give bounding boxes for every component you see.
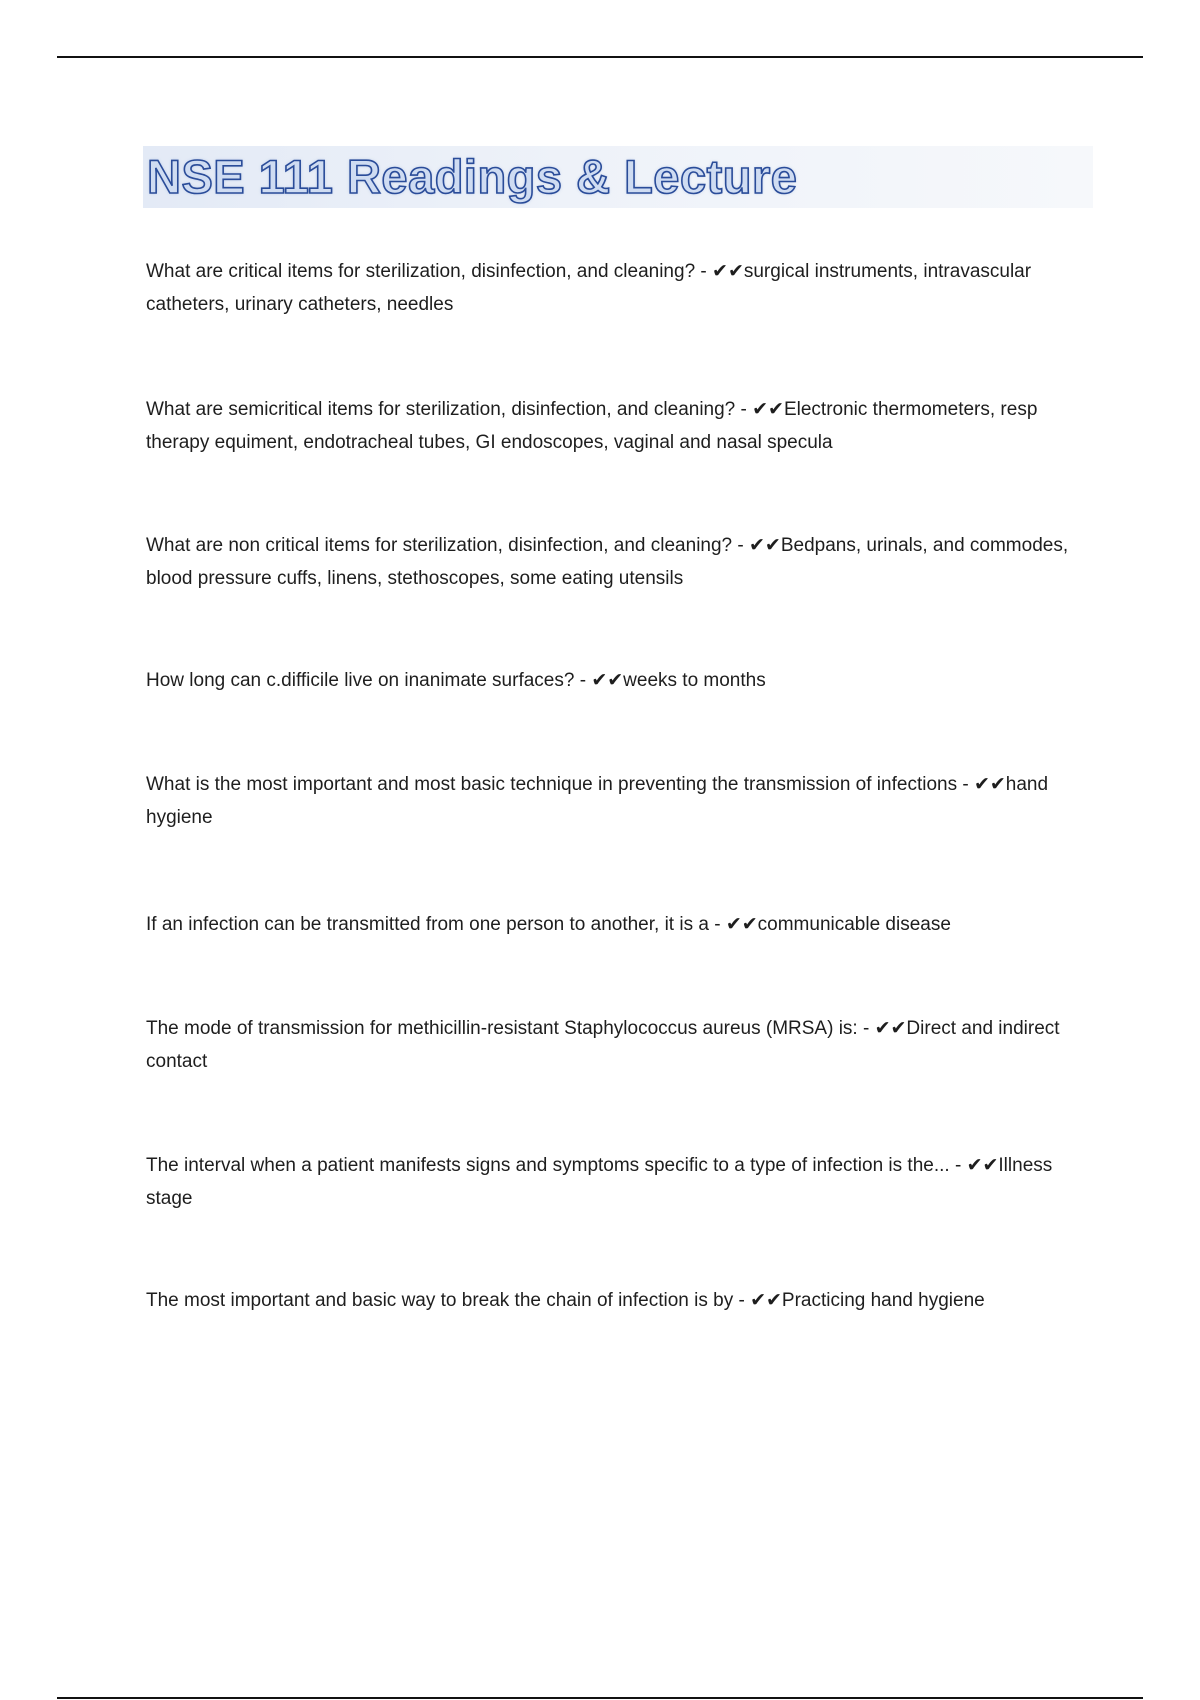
qa-item-illness-stage: The interval when a patient manifests signs and symptoms specific to a type of infection is the... - ✔✔Illness stage — [146, 1155, 1053, 1209]
qa-item-basic-technique: What is the most important and most basic technique in preventing the transmission of infections - ✔✔hand hygiene — [146, 774, 1049, 828]
qa-item-chain-of-infection: The most important and basic way to break the chain of infection is by - ✔✔Practicing hand hygiene — [146, 1290, 985, 1311]
qa-item-c-difficile: How long can c.difficile live on inanimate surfaces? - ✔✔weeks to months — [146, 670, 766, 691]
bottom-rule — [57, 1697, 1143, 1699]
top-rule — [57, 56, 1143, 58]
qa-item-mrsa-transmission: The mode of transmission for methicillin-resistant Staphylococcus aureus (MRSA) is: - ✔✔Direct and indirect contact — [146, 1018, 1060, 1072]
qa-item-semicritical-items: What are semicritical items for sterilization, disinfection, and cleaning? - ✔✔Electronic thermometers, resp therapy equiment, endotracheal tubes, GI endoscopes, vaginal and nasal specula — [146, 399, 1038, 453]
qa-item-communicable-disease: If an infection can be transmitted from one person to another, it is a - ✔✔communicable disease — [146, 914, 951, 935]
qa-item-noncritical-items: What are non critical items for sterilization, disinfection, and cleaning? - ✔✔Bedpans, urinals, and commodes, blood pressure cuffs, linens, stethoscopes, some eating utensils — [146, 535, 1069, 589]
qa-item-critical-items: What are critical items for sterilization, disinfection, and cleaning? - ✔✔surgical instruments, intravascular catheters, urinary catheters, needles — [146, 261, 1032, 315]
document-title: NSE 111 Readings & Lecture — [147, 150, 798, 203]
